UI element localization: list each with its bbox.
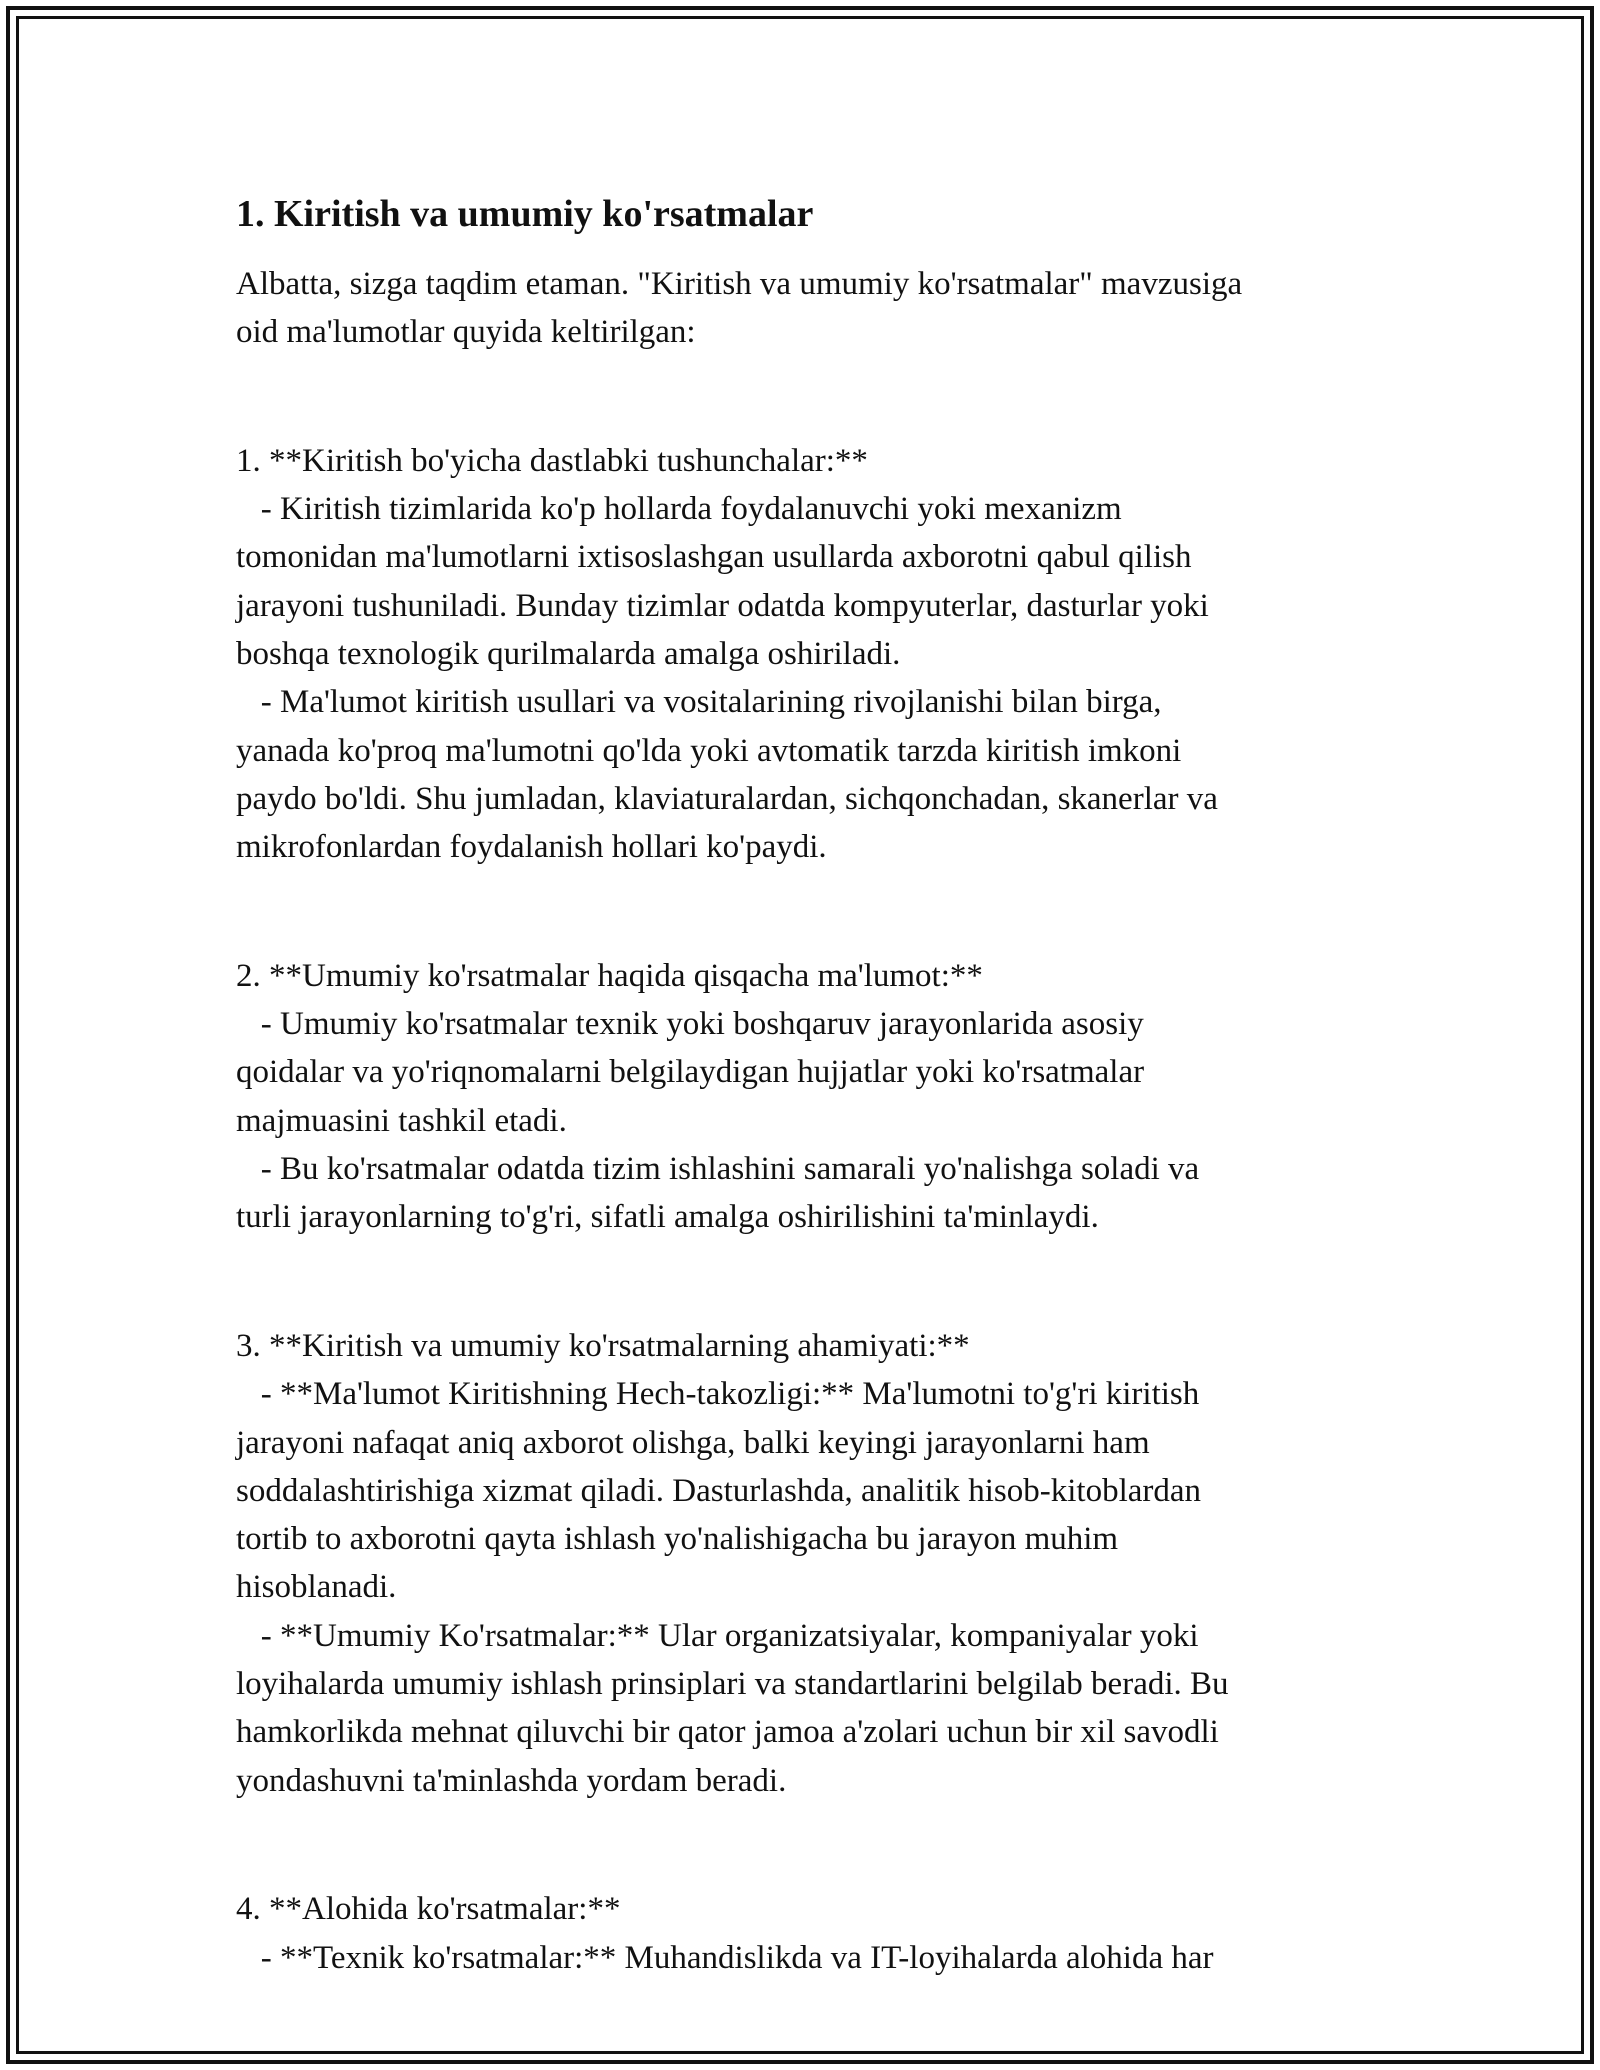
blank-line <box>236 888 1364 936</box>
text-line: boshqa texnologik qurilmalarda amalga oshiriladi. <box>236 636 901 673</box>
text-line: 3. **Kiritish va umumiy ko'rsatmalarning ahamiyati:** <box>236 1327 970 1364</box>
text-line: - Kiritish tizimlarida ko'p hollarda foydalanuvchi yoki mexanizm <box>236 491 1122 528</box>
text-line: yanada ko'proq ma'lumotni qo'lda yoki avtomatik tarzda kiritish imkoni <box>236 732 1182 769</box>
text-line: 4. **Alohida ko'rsatmalar:** <box>236 1891 621 1928</box>
text-line: paydo bo'ldi. Shu jumladan, klaviaturalardan, sichqonchadan, skanerlar va <box>236 780 1218 817</box>
paragraph-lines <box>236 260 1364 1982</box>
text-line: soddalashtirishiga xizmat qiladi. Dasturlashda, analitik hisob-kitoblardan <box>236 1472 1202 1509</box>
page-title: 1. Kiritish va umumiy ko'rsatmalar <box>236 193 814 235</box>
blank-line <box>236 1258 1364 1306</box>
text-line: - **Umumiy Ko'rsatmalar:** Ular organizatsiyalar, kompaniyalar yoki <box>236 1617 1199 1654</box>
blank-line <box>236 373 1364 421</box>
text-line: tortib to axborotni qayta ishlash yo'nalishigacha bu jarayon muhim <box>236 1521 1119 1558</box>
text-line: loyihalarda umumiy ishlash prinsiplari va standartlarini belgilab beradi. Bu <box>236 1666 1229 1703</box>
text-line: yondashuvni ta'minlashda yordam beradi. <box>236 1762 787 1799</box>
text-line: jarayoni tushuniladi. Bunday tizimlar odatda kompyuterlar, dasturlar yoki <box>236 587 1209 624</box>
text-line: jarayoni nafaqat aniq axborot olishga, balki keyingi jarayonlarni ham <box>236 1424 1150 1461</box>
text-line: - **Texnik ko'rsatmalar:** Muhandislikda va IT-loyihalarda alohida har <box>236 1939 1214 1976</box>
text-line: 2. **Umumiy ko'rsatmalar haqida qisqacha ma'lumot:** <box>236 957 983 994</box>
text-line: - Umumiy ko'rsatmalar texnik yoki boshqaruv jarayonlarida asosiy <box>236 1006 1144 1043</box>
text-line: 1. **Kiritish bo'yicha dastlabki tushunchalar:** <box>236 442 868 479</box>
text-line: mikrofonlardan foydalanish hollari ko'paydi. <box>236 829 827 866</box>
text-line: - Bu ko'rsatmalar odatda tizim ishlashini samarali yo'nalishga soladi va <box>236 1151 1200 1188</box>
text-line: tomonidan ma'lumotlarni ixtisoslashgan usullarda axborotni qabul qilish <box>236 539 1192 576</box>
text-line: Albatta, sizga taqdim etaman. "Kiritish va umumiy ko'rsatmalar" mavzusiga <box>236 266 1243 302</box>
text-line: turli jarayonlarning to'g'ri, sifatli amalga oshirilishini ta'minlaydi. <box>236 1199 1099 1236</box>
text-line: - **Ma'lumot Kiritishning Hech-takozligi:** Ma'lumotni to'g'ri kiritish <box>236 1376 1200 1413</box>
text-line: - Ma'lumot kiritish usullari va vositalarining rivojlanishi bilan birga, <box>236 684 1162 721</box>
blank-line <box>236 1821 1364 1869</box>
document-body <box>236 186 1364 1982</box>
text-line: oid ma'lumotlar quyida keltirilgan: <box>236 314 696 351</box>
text-line: majmuasini tashkil etadi. <box>236 1102 567 1139</box>
text-line: hisoblanadi. <box>236 1569 397 1606</box>
text-line: qoidalar va yo'riqnomalarni belgilaydigan hujjatlar yoki ko'rsatmalar <box>236 1054 1145 1091</box>
text-line: hamkorlikda mehnat qiluvchi bir qator jamoa a'zolari uchun bir xil savodli <box>236 1714 1219 1751</box>
